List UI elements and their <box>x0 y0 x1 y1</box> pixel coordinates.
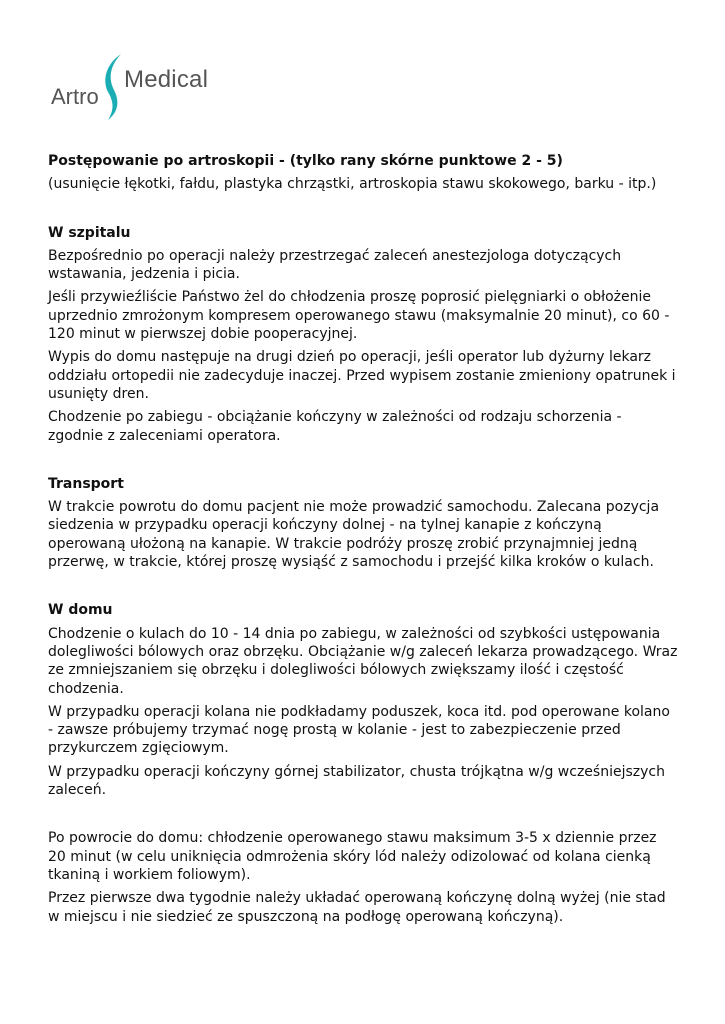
paragraph: Po powrocie do domu: chłodzenie operowanego stawu maksimum 3-5 x dziennie przez 20 minut (w celu uniknięcia odmrożenia skóry lód należy odizolować od kolana cienką tkaniną i workiem foliowym). <box>48 830 657 883</box>
document-title: Postępowanie po artroskopii - (tylko rany skórne punktowe 2 - 5) <box>48 153 563 169</box>
paragraph: W przypadku operacji kończyny górnej stabilizator, chusta trójkątna w/g wcześniejszych zaleceń. <box>48 763 665 799</box>
artromedical-logo <box>50 50 220 125</box>
paragraph: Jeśli przywieźliście Państwo żel do chłodzenia proszę poprosić pielęgniarki o obłożenie uprzednio zmrożonym kompresem operowanego stawu (maksymalnie 20 minut), co 60 - 120 minut w pierwszej dobie pooperacyjnej. <box>48 289 670 343</box>
section-heading-transport: Transport <box>48 475 124 492</box>
paragraph: W trakcie powrotu do domu pacjent nie może prowadzić samochodu. Zalecana pozycja siedzenia w przypadku operacji kończyny dolnej - na tylnej kanapie z kończyną operowaną ułożoną na kanapie. W trakcie podróży proszę zrobić przynajmniej jedną przerwę, w trakcie, której proszę wysiąść z samochodu i przejść kilka kroków o kulach. <box>48 499 660 571</box>
paragraph: Przez pierwsze dwa tygodnie należy układać operowaną kończynę dolną wyżej (nie stad w miejscu i nie siedzieć ze spuszczoną na podłogę operowaną kończyną). <box>48 890 666 925</box>
logo-text-medical: Medical <box>124 66 209 93</box>
document-body <box>48 152 678 926</box>
paragraph: Bezpośrednio po operacji należy przestrzegać zaleceń anestezjologa dotyczących wstawania, jedzenia i picia. <box>48 247 622 283</box>
paragraph: Chodzenie po zabiegu - obciążanie kończyny w zależności od rodzaju schorzenia - zgodnie z zaleceniami operatora. <box>48 409 622 444</box>
paragraph: Wypis do domu następuje na drugi dzień po operacji, jeśli operator lub dyżurny lekarz oddziału ortopedii nie zadecyduje inaczej. Przed wypisem zostanie zmieniony opatrunek i usunięty dren. <box>48 349 676 402</box>
paragraph: Chodzenie o kulach do 10 - 14 dnia po zabiegu, w zależności od szybkości ustępowania dolegliwości bólowych oraz obrzęku. Obciążanie w/g zaleceń lekarza prowadzącego. Wraz ze zmniejszaniem się obrzęku i dolegliwości bólowych zwiększamy ilość i częstość chodzenia. <box>48 625 678 697</box>
document-subtitle: (usunięcie łękotki, fałdu, plastyka chrząstki, artroskopia stawu skokowego, barku - itp.) <box>48 176 657 193</box>
section-heading-home: W domu <box>48 602 113 619</box>
logo-text-artro: Artro <box>51 84 99 109</box>
section-heading-hospital: W szpitalu <box>48 224 131 241</box>
paragraph: W przypadku operacji kolana nie podkładamy poduszek, koca itd. pod operowane kolano - zawsze próbujemy trzymać nogę prostą w kolanie - jest to zabezpieczenie przed przykurczem zgięciowym. <box>48 703 670 757</box>
